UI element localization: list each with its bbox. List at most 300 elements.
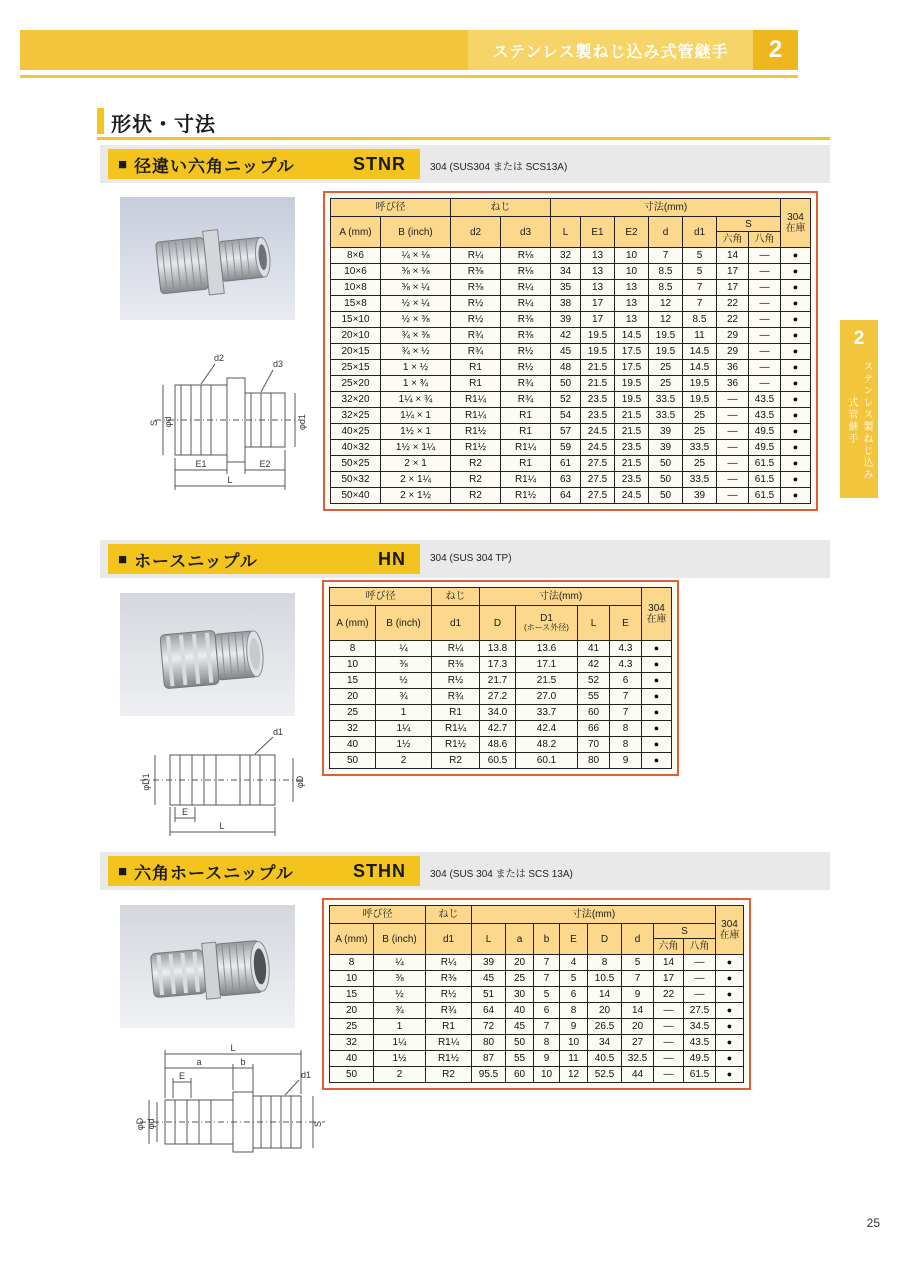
table-cell: 21.5 bbox=[516, 673, 578, 689]
table-cell: 60.5 bbox=[480, 753, 516, 769]
table-cell: 42 bbox=[578, 657, 610, 673]
drawing-label-l: L bbox=[219, 821, 225, 831]
table-cell: 25 bbox=[506, 971, 534, 987]
table-cell: 13.6 bbox=[516, 641, 578, 657]
table-cell: 8.5 bbox=[683, 312, 717, 328]
table-cell: — bbox=[749, 328, 781, 344]
table-cell: R⅜ bbox=[451, 264, 501, 280]
table-cell: R⅜ bbox=[451, 280, 501, 296]
square-bullet-icon: ■ bbox=[118, 155, 128, 173]
table-cell: 29 bbox=[717, 344, 749, 360]
table-cell: R1 bbox=[451, 360, 501, 376]
table-cell: 14 bbox=[588, 987, 622, 1003]
table-cell: 20 bbox=[622, 1019, 654, 1035]
table-cell: 32×20 bbox=[331, 392, 381, 408]
col-group-thread: ねじ bbox=[432, 588, 480, 606]
spec-table-body-sthn bbox=[330, 955, 744, 1083]
col-header-a: A (mm) bbox=[330, 606, 376, 641]
table-cell: 32 bbox=[551, 248, 581, 264]
table-cell: R¼ bbox=[501, 280, 551, 296]
table-cell: ● bbox=[642, 641, 672, 657]
table-row bbox=[330, 1019, 744, 1035]
table-cell: 40 bbox=[330, 737, 376, 753]
table-cell: R1½ bbox=[432, 737, 480, 753]
col-header-d: d bbox=[649, 217, 683, 248]
table-cell: 10 bbox=[615, 248, 649, 264]
table-cell: 27 bbox=[622, 1035, 654, 1051]
col-header-b: B (inch) bbox=[376, 606, 432, 641]
table-cell: ⅜ bbox=[376, 657, 432, 673]
table-cell: 15×8 bbox=[331, 296, 381, 312]
table-cell: — bbox=[749, 312, 781, 328]
table-cell: 12 bbox=[649, 312, 683, 328]
table-row bbox=[330, 721, 672, 737]
spec-table-stnr bbox=[330, 198, 811, 504]
table-cell: 5 bbox=[683, 264, 717, 280]
table-cell: 61.5 bbox=[749, 488, 781, 504]
table-cell: 19.5 bbox=[581, 344, 615, 360]
table-cell: — bbox=[717, 488, 749, 504]
spec-table-frame-hn bbox=[322, 580, 679, 776]
table-cell: 23.5 bbox=[615, 472, 649, 488]
drawing-label-l: L bbox=[227, 475, 233, 485]
table-cell: 19.5 bbox=[649, 328, 683, 344]
table-cell: 14.5 bbox=[683, 360, 717, 376]
table-cell: — bbox=[684, 971, 716, 987]
table-cell: 27.5 bbox=[581, 456, 615, 472]
col-header-d1: d1 bbox=[426, 924, 472, 955]
table-cell: 5 bbox=[534, 987, 560, 1003]
product-band-stnr bbox=[100, 145, 830, 183]
table-cell: 21.5 bbox=[581, 376, 615, 392]
table-cell: ● bbox=[716, 1035, 744, 1051]
table-cell: 1¼ bbox=[374, 1035, 426, 1051]
table-cell: 49.5 bbox=[749, 440, 781, 456]
table-cell: 34.5 bbox=[684, 1019, 716, 1035]
drawing-label-l: L bbox=[230, 1043, 236, 1053]
table-cell: R2 bbox=[451, 456, 501, 472]
table-cell: 27.2 bbox=[480, 689, 516, 705]
table-cell: 17.3 bbox=[480, 657, 516, 673]
table-cell: R1¼ bbox=[451, 408, 501, 424]
table-cell: — bbox=[717, 408, 749, 424]
table-row bbox=[331, 248, 811, 264]
table-cell: 27.5 bbox=[684, 1003, 716, 1019]
drawing-label-e2: E2 bbox=[259, 459, 271, 469]
col-header-dd: D bbox=[588, 924, 622, 955]
table-cell: R1 bbox=[501, 456, 551, 472]
table-row bbox=[331, 456, 811, 472]
table-cell: 45 bbox=[551, 344, 581, 360]
table-cell: 25 bbox=[330, 705, 376, 721]
table-cell: ¼ bbox=[374, 955, 426, 971]
table-row bbox=[330, 705, 672, 721]
product-code-sthn: STHN bbox=[353, 860, 406, 881]
material-note-sthn: 304 (SUS 304 または SCS 13A) bbox=[430, 869, 573, 880]
table-cell: 15 bbox=[330, 673, 376, 689]
table-cell: ● bbox=[781, 408, 811, 424]
table-cell: 25 bbox=[683, 456, 717, 472]
table-cell: 4.3 bbox=[610, 641, 642, 657]
table-cell: 13 bbox=[615, 312, 649, 328]
table-row bbox=[331, 280, 811, 296]
table-row bbox=[330, 1035, 744, 1051]
table-cell: 39 bbox=[649, 440, 683, 456]
col-header-hex: 六角 bbox=[717, 232, 749, 248]
table-cell: 10 bbox=[330, 971, 374, 987]
table-cell: ½ × ⅜ bbox=[381, 312, 451, 328]
drawing-label-b: b bbox=[240, 1057, 246, 1067]
material-note-stnr: 304 (SUS304 または SCS13A) bbox=[430, 162, 568, 173]
table-cell: 33.7 bbox=[516, 705, 578, 721]
table-cell: 38 bbox=[551, 296, 581, 312]
drawing-label-s: S bbox=[313, 1120, 323, 1128]
table-cell: 61.5 bbox=[684, 1067, 716, 1083]
table-cell: R¾ bbox=[501, 392, 551, 408]
spec-table-sthn bbox=[329, 905, 744, 1083]
table-cell: R2 bbox=[451, 472, 501, 488]
table-cell: ● bbox=[642, 705, 672, 721]
table-cell: 17 bbox=[654, 971, 684, 987]
drawing-label-d1: d1 bbox=[272, 727, 284, 737]
table-cell: 50 bbox=[506, 1035, 534, 1051]
table-cell: 8.5 bbox=[649, 280, 683, 296]
table-cell: 23.5 bbox=[581, 408, 615, 424]
table-cell: 40×25 bbox=[331, 424, 381, 440]
table-cell: 5 bbox=[622, 955, 654, 971]
table-cell: 1 bbox=[376, 705, 432, 721]
table-cell: 52 bbox=[551, 392, 581, 408]
table-cell: 25 bbox=[683, 424, 717, 440]
table-cell: 20×15 bbox=[331, 344, 381, 360]
table-cell: R½ bbox=[432, 673, 480, 689]
table-cell: 10 bbox=[560, 1035, 588, 1051]
stock-header-line2: 在庫 bbox=[719, 930, 740, 941]
table-cell: 50 bbox=[330, 753, 376, 769]
table-cell: 17.5 bbox=[615, 360, 649, 376]
product-title-sthn: 六角ホースニップル bbox=[134, 863, 294, 883]
table-cell: R2 bbox=[426, 1067, 472, 1083]
table-cell: R¼ bbox=[426, 955, 472, 971]
table-cell: 7 bbox=[534, 1019, 560, 1035]
table-cell: — bbox=[749, 376, 781, 392]
table-row bbox=[331, 392, 811, 408]
table-cell: ● bbox=[642, 673, 672, 689]
table-cell: 50 bbox=[551, 376, 581, 392]
table-cell: 10×6 bbox=[331, 264, 381, 280]
table-cell: 12 bbox=[649, 296, 683, 312]
page-number: 25 bbox=[866, 1216, 880, 1230]
product-code-stnr: STNR bbox=[353, 153, 406, 174]
table-cell: — bbox=[749, 344, 781, 360]
col-header-stock bbox=[781, 199, 811, 248]
col-group-s: S bbox=[717, 217, 781, 232]
table-row bbox=[331, 424, 811, 440]
table-cell: 33.5 bbox=[649, 392, 683, 408]
table-cell: 29 bbox=[717, 328, 749, 344]
drawing-label-phi-d: φD bbox=[135, 1117, 145, 1131]
table-cell: 20 bbox=[506, 955, 534, 971]
table-cell: 49.5 bbox=[749, 424, 781, 440]
table-cell: — bbox=[684, 955, 716, 971]
table-row bbox=[330, 689, 672, 705]
col-header-oct: 八角 bbox=[684, 939, 716, 955]
table-cell: 10.5 bbox=[588, 971, 622, 987]
table-cell: ⅜ × ¼ bbox=[381, 280, 451, 296]
dimension-drawing-sthn bbox=[125, 1040, 335, 1170]
table-cell: 14 bbox=[654, 955, 684, 971]
table-row bbox=[330, 1003, 744, 1019]
table-cell: 9 bbox=[610, 753, 642, 769]
col-group-dimensions: 寸法(mm) bbox=[472, 906, 716, 924]
table-cell: 9 bbox=[560, 1019, 588, 1035]
table-cell: 7 bbox=[622, 971, 654, 987]
col-header-l: L bbox=[472, 924, 506, 955]
table-cell: R¼ bbox=[432, 641, 480, 657]
table-cell: 12 bbox=[560, 1067, 588, 1083]
table-cell: 48.6 bbox=[480, 737, 516, 753]
table-cell: 50 bbox=[649, 456, 683, 472]
table-cell: ¾ bbox=[374, 1003, 426, 1019]
table-cell: 36 bbox=[717, 360, 749, 376]
table-row bbox=[331, 376, 811, 392]
table-cell: R¾ bbox=[451, 344, 501, 360]
stock-header-line1: 304 bbox=[787, 212, 804, 223]
table-cell: ● bbox=[716, 1003, 744, 1019]
product-photo-sthn bbox=[120, 905, 295, 1028]
table-cell: 20 bbox=[330, 1003, 374, 1019]
table-cell: 55 bbox=[506, 1051, 534, 1067]
table-cell: 15×10 bbox=[331, 312, 381, 328]
table-cell: 20 bbox=[330, 689, 376, 705]
table-cell: 95.5 bbox=[472, 1067, 506, 1083]
table-cell: R⅛ bbox=[501, 264, 551, 280]
table-cell: 39 bbox=[649, 424, 683, 440]
table-cell: 43.5 bbox=[684, 1035, 716, 1051]
table-cell: ● bbox=[781, 312, 811, 328]
col-header-a: A (mm) bbox=[331, 217, 381, 248]
table-row bbox=[331, 344, 811, 360]
col-header-e1: E1 bbox=[581, 217, 615, 248]
table-row bbox=[331, 472, 811, 488]
side-chapter-tab bbox=[840, 320, 878, 498]
table-cell: ¼ × ⅛ bbox=[381, 248, 451, 264]
table-cell: R1 bbox=[501, 424, 551, 440]
table-cell: 2 × 1½ bbox=[381, 488, 451, 504]
table-cell: 7 bbox=[610, 689, 642, 705]
col-group-dimensions: 寸法(mm) bbox=[551, 199, 781, 217]
table-cell: 20 bbox=[588, 1003, 622, 1019]
spec-table-body-hn bbox=[330, 641, 672, 769]
table-cell: R⅜ bbox=[432, 657, 480, 673]
material-note-hn: 304 (SUS 304 TP) bbox=[430, 553, 512, 564]
col-header-a2: a bbox=[506, 924, 534, 955]
table-cell: 22 bbox=[654, 987, 684, 1003]
table-cell: 8 bbox=[610, 721, 642, 737]
table-cell: 80 bbox=[472, 1035, 506, 1051]
square-bullet-icon: ■ bbox=[118, 862, 128, 880]
table-cell: 42 bbox=[551, 328, 581, 344]
table-cell: R1¼ bbox=[501, 472, 551, 488]
table-cell: 2 × 1¼ bbox=[381, 472, 451, 488]
table-cell: 2 bbox=[376, 753, 432, 769]
drawing-label-e1: E1 bbox=[195, 459, 207, 469]
table-cell: 7 bbox=[610, 705, 642, 721]
table-cell: 48.2 bbox=[516, 737, 578, 753]
table-cell: — bbox=[654, 1067, 684, 1083]
table-cell: 40×32 bbox=[331, 440, 381, 456]
table-cell: ● bbox=[781, 264, 811, 280]
col-group-s: S bbox=[654, 924, 716, 939]
table-cell: 22 bbox=[717, 312, 749, 328]
table-cell: R¾ bbox=[451, 328, 501, 344]
table-cell: — bbox=[717, 456, 749, 472]
table-cell: ⅜ × ⅛ bbox=[381, 264, 451, 280]
table-cell: 8 bbox=[330, 955, 374, 971]
table-cell: 30 bbox=[506, 987, 534, 1003]
table-cell: 17 bbox=[717, 264, 749, 280]
drawing-label-phi-d1: φD1 bbox=[141, 773, 151, 791]
table-cell: 8 bbox=[588, 955, 622, 971]
table-cell: 4 bbox=[560, 955, 588, 971]
table-cell: ● bbox=[781, 392, 811, 408]
table-cell: R⅜ bbox=[501, 312, 551, 328]
top-banner-title: ステンレス製ねじ込み式管継手 bbox=[468, 30, 753, 70]
table-cell: 21.5 bbox=[615, 456, 649, 472]
col-header-d1: d1 bbox=[683, 217, 717, 248]
table-cell: 14 bbox=[622, 1003, 654, 1019]
table-cell: 1 × ½ bbox=[381, 360, 451, 376]
table-cell: 1 × ¾ bbox=[381, 376, 451, 392]
product-band-hn bbox=[100, 540, 830, 578]
table-cell: R½ bbox=[501, 360, 551, 376]
stock-header-line1: 304 bbox=[721, 919, 738, 930]
top-banner-chapter-number: 2 bbox=[753, 30, 798, 70]
table-cell: — bbox=[717, 472, 749, 488]
table-row bbox=[330, 673, 672, 689]
table-cell: — bbox=[749, 360, 781, 376]
col-group-nominal: 呼び径 bbox=[331, 199, 451, 217]
table-cell: 50 bbox=[649, 488, 683, 504]
col-header-a: A (mm) bbox=[330, 924, 374, 955]
table-cell: 19.5 bbox=[615, 392, 649, 408]
table-cell: ● bbox=[781, 344, 811, 360]
col-header-b2: b bbox=[534, 924, 560, 955]
table-cell: 6 bbox=[610, 673, 642, 689]
product-band-sthn bbox=[100, 852, 830, 890]
table-cell: ● bbox=[781, 440, 811, 456]
table-cell: 27.5 bbox=[581, 472, 615, 488]
table-cell: 42.4 bbox=[516, 721, 578, 737]
table-cell: 50×25 bbox=[331, 456, 381, 472]
table-cell: — bbox=[717, 392, 749, 408]
table-cell: 14.5 bbox=[683, 344, 717, 360]
table-cell: 49.5 bbox=[684, 1051, 716, 1067]
table-cell: 7 bbox=[534, 955, 560, 971]
table-cell: 39 bbox=[683, 488, 717, 504]
table-cell: 17.5 bbox=[615, 344, 649, 360]
drawing-label-phi-d: φD bbox=[295, 775, 305, 789]
table-cell: — bbox=[749, 280, 781, 296]
drawing-label-phi-d: φd bbox=[163, 416, 173, 428]
table-cell: 6 bbox=[560, 987, 588, 1003]
drawing-label-d3: d3 bbox=[272, 359, 284, 369]
table-cell: ● bbox=[716, 1019, 744, 1035]
table-cell: 72 bbox=[472, 1019, 506, 1035]
table-cell: 33.5 bbox=[683, 440, 717, 456]
table-cell: R1¼ bbox=[501, 440, 551, 456]
table-cell: 25 bbox=[330, 1019, 374, 1035]
table-cell: R1 bbox=[451, 376, 501, 392]
table-cell: R½ bbox=[451, 312, 501, 328]
table-cell: 14 bbox=[717, 248, 749, 264]
table-cell: ¾ × ⅜ bbox=[381, 328, 451, 344]
table-cell: 11 bbox=[683, 328, 717, 344]
table-cell: 19.5 bbox=[615, 376, 649, 392]
table-cell: R¼ bbox=[451, 248, 501, 264]
table-cell: 8 bbox=[330, 641, 376, 657]
col-header-l: L bbox=[551, 217, 581, 248]
table-cell: ● bbox=[642, 689, 672, 705]
product-photo-stnr bbox=[120, 197, 295, 320]
table-cell: R⅜ bbox=[426, 971, 472, 987]
table-cell: 2 bbox=[374, 1067, 426, 1083]
table-cell: 17 bbox=[581, 312, 615, 328]
table-cell: ½ × ¼ bbox=[381, 296, 451, 312]
table-cell: 64 bbox=[551, 488, 581, 504]
table-row bbox=[331, 312, 811, 328]
table-cell: 21.5 bbox=[615, 408, 649, 424]
table-cell: 27.0 bbox=[516, 689, 578, 705]
table-cell: 51 bbox=[472, 987, 506, 1003]
table-cell: 19.5 bbox=[683, 376, 717, 392]
product-title-box-stnr bbox=[108, 149, 420, 179]
table-cell: ⅜ bbox=[374, 971, 426, 987]
table-cell: 10 bbox=[330, 657, 376, 673]
table-row bbox=[330, 1067, 744, 1083]
table-cell: R2 bbox=[432, 753, 480, 769]
table-cell: ● bbox=[716, 1051, 744, 1067]
table-cell: 22 bbox=[717, 296, 749, 312]
table-cell: 13.8 bbox=[480, 641, 516, 657]
table-cell: 10×8 bbox=[331, 280, 381, 296]
table-cell: 43.5 bbox=[749, 392, 781, 408]
table-cell: ½ bbox=[374, 987, 426, 1003]
table-cell: — bbox=[749, 296, 781, 312]
col-header-e2: E2 bbox=[615, 217, 649, 248]
spec-table-frame-stnr bbox=[323, 191, 818, 511]
col-header-stock bbox=[716, 906, 744, 955]
table-cell: 6 bbox=[534, 1003, 560, 1019]
drawing-label-d2: d2 bbox=[213, 353, 225, 363]
product-title-hn: ホースニップル bbox=[134, 551, 258, 571]
table-cell: ● bbox=[716, 987, 744, 1003]
table-cell: 1½ bbox=[376, 737, 432, 753]
table-cell: 23.5 bbox=[615, 440, 649, 456]
table-cell: 32.5 bbox=[622, 1051, 654, 1067]
drawing-label-e: E bbox=[178, 1071, 186, 1081]
table-cell: R1¼ bbox=[432, 721, 480, 737]
col-group-nominal: 呼び径 bbox=[330, 906, 426, 924]
table-cell: 23.5 bbox=[581, 392, 615, 408]
section-heading-rule bbox=[97, 137, 830, 140]
table-cell: 25 bbox=[683, 408, 717, 424]
table-cell: ● bbox=[781, 472, 811, 488]
table-cell: 11 bbox=[560, 1051, 588, 1067]
table-cell: 24.5 bbox=[581, 424, 615, 440]
spec-table-frame-sthn bbox=[322, 898, 751, 1090]
table-cell: ● bbox=[642, 657, 672, 673]
